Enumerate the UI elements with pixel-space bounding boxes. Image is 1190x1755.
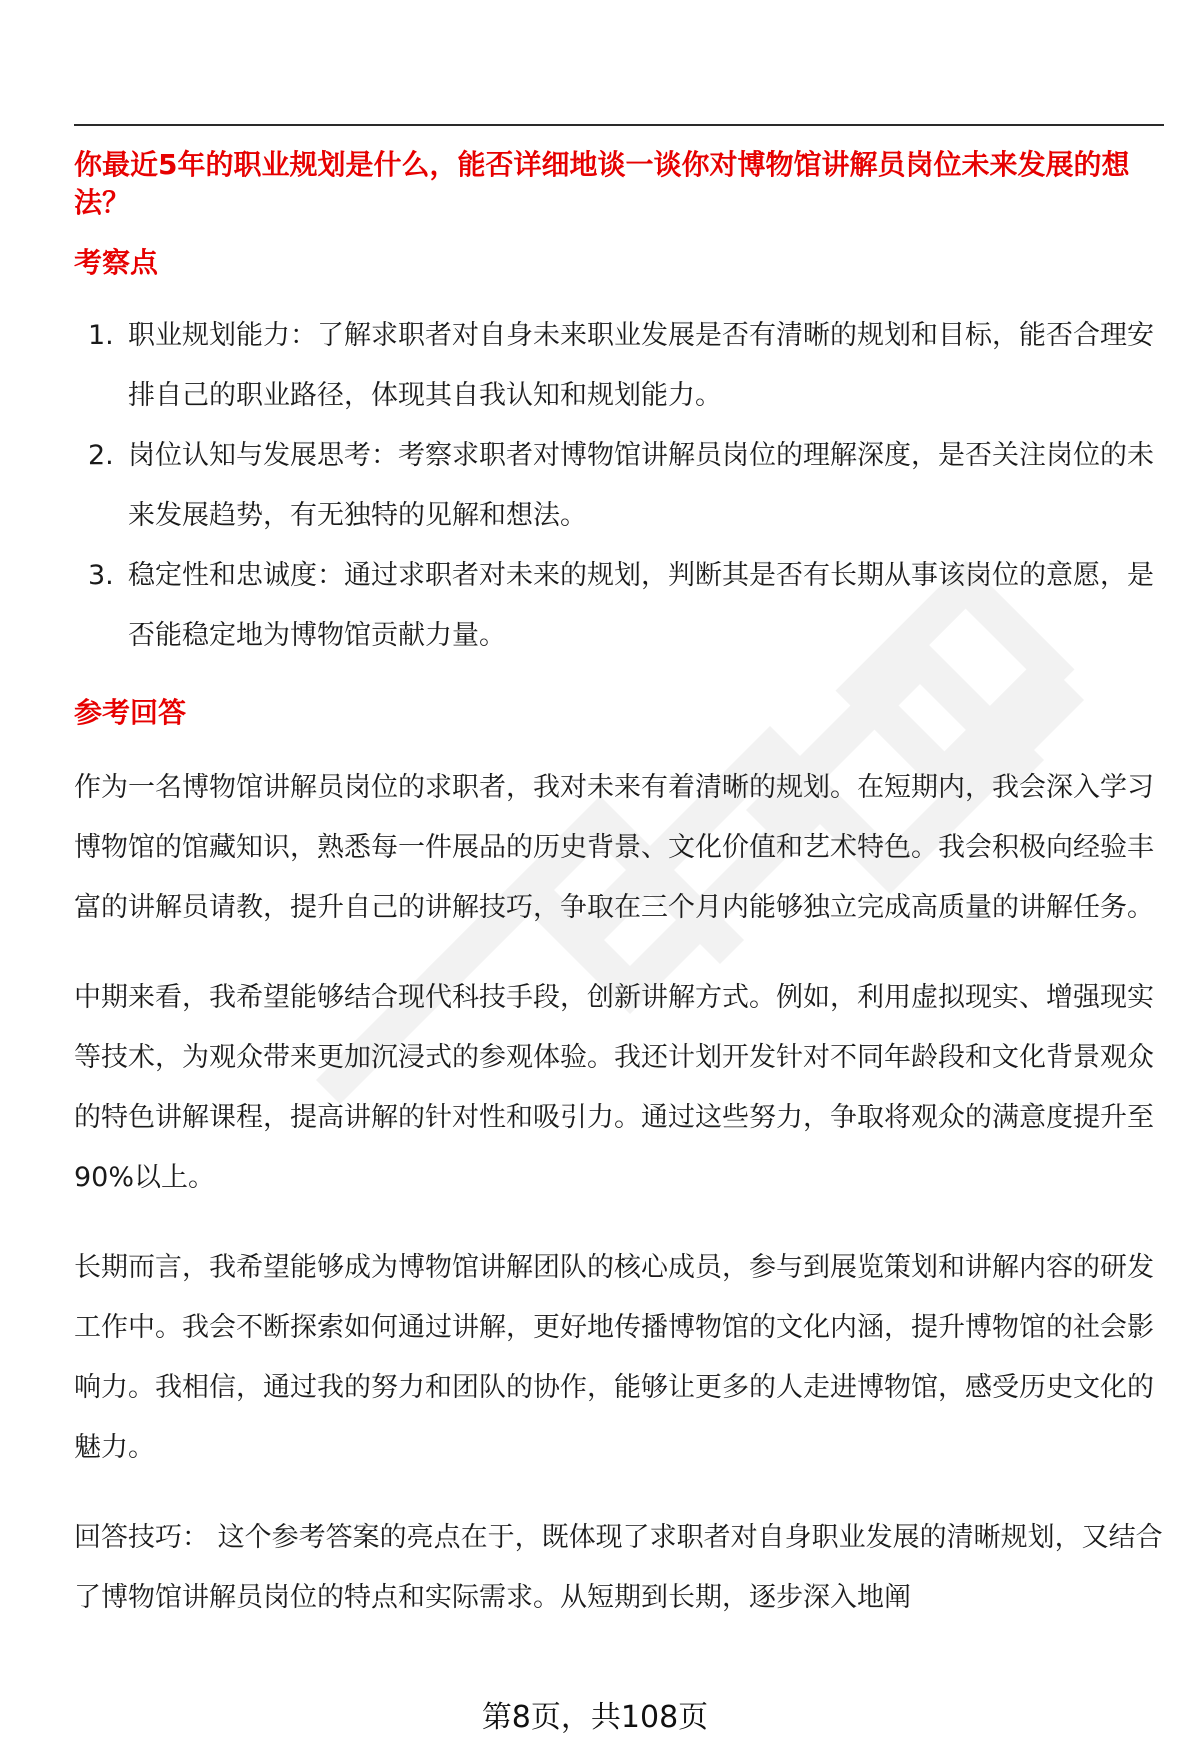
key-points-list	[74, 306, 1164, 666]
top-divider	[74, 124, 1164, 126]
list-item-number: 1.	[88, 320, 114, 351]
answer-tips-paragraph: 回答技巧： 这个参考答案的亮点在于，既体现了求职者对自身职业发展的清晰规划，又结合了博物馆讲解员岗位的特点和实际需求。从短期到长期，逐步深入地阐	[74, 1522, 1163, 1613]
page-number-footer: 第8页，共108页	[0, 1698, 1190, 1738]
list-item	[74, 426, 1164, 546]
list-item-number: 3.	[88, 560, 114, 591]
list-item	[74, 306, 1164, 426]
section-heading-key-points: 考察点	[74, 246, 159, 279]
question-title: 你最近5年的职业规划是什么，能否详细地谈一谈你对博物馆讲解员岗位未来发展的想法？	[74, 148, 1130, 219]
answer-paragraph-long-term: 长期而言，我希望能够成为博物馆讲解团队的核心成员，参与到展览策划和讲解内容的研发工作中。我会不断探索如何通过讲解，更好地传播博物馆的文化内涵，提升博物馆的社会影响力。我相信，通过我的努力和团队的协作，能够让更多的人走进博物馆，感受历史文化的魅力。	[74, 1252, 1154, 1463]
section-heading-reference-answer: 参考回答	[74, 696, 187, 729]
answer-paragraph-mid-term: 中期来看，我希望能够结合现代科技手段，创新讲解方式。例如，利用虚拟现实、增强现实等技术，为观众带来更加沉浸式的参观体验。我还计划开发针对不同年龄段和文化背景观众的特色讲解课程，提高讲解的针对性和吸引力。通过这些努力，争取将观众的满意度提升至 90%以上。	[74, 982, 1154, 1193]
list-item-number: 2.	[88, 440, 114, 471]
list-item-text: 稳定性和忠诚度：通过求职者对未来的规划，判断其是否有长期从事该岗位的意愿，是否能稳定地为博物馆贡献力量。	[128, 560, 1154, 651]
document-body	[74, 146, 1164, 1628]
answer-paragraph-short-term: 作为一名博物馆讲解员岗位的求职者，我对未来有着清晰的规划。在短期内，我会深入学习博物馆的馆藏知识，熟悉每一件展品的历史背景、文化价值和艺术特色。我会积极向经验丰富的讲解员请教，提升自己的讲解技巧，争取在三个月内能够独立完成高质量的讲解任务。	[74, 772, 1154, 923]
list-item-text: 岗位认知与发展思考：考察求职者对博物馆讲解员岗位的理解深度，是否关注岗位的未来发展趋势，有无独特的见解和想法。	[128, 440, 1154, 531]
list-item	[74, 546, 1164, 666]
list-item-text: 职业规划能力：了解求职者对自身未来职业发展是否有清晰的规划和目标，能否合理安排自己的职业路径，体现其自我认知和规划能力。	[128, 320, 1154, 411]
